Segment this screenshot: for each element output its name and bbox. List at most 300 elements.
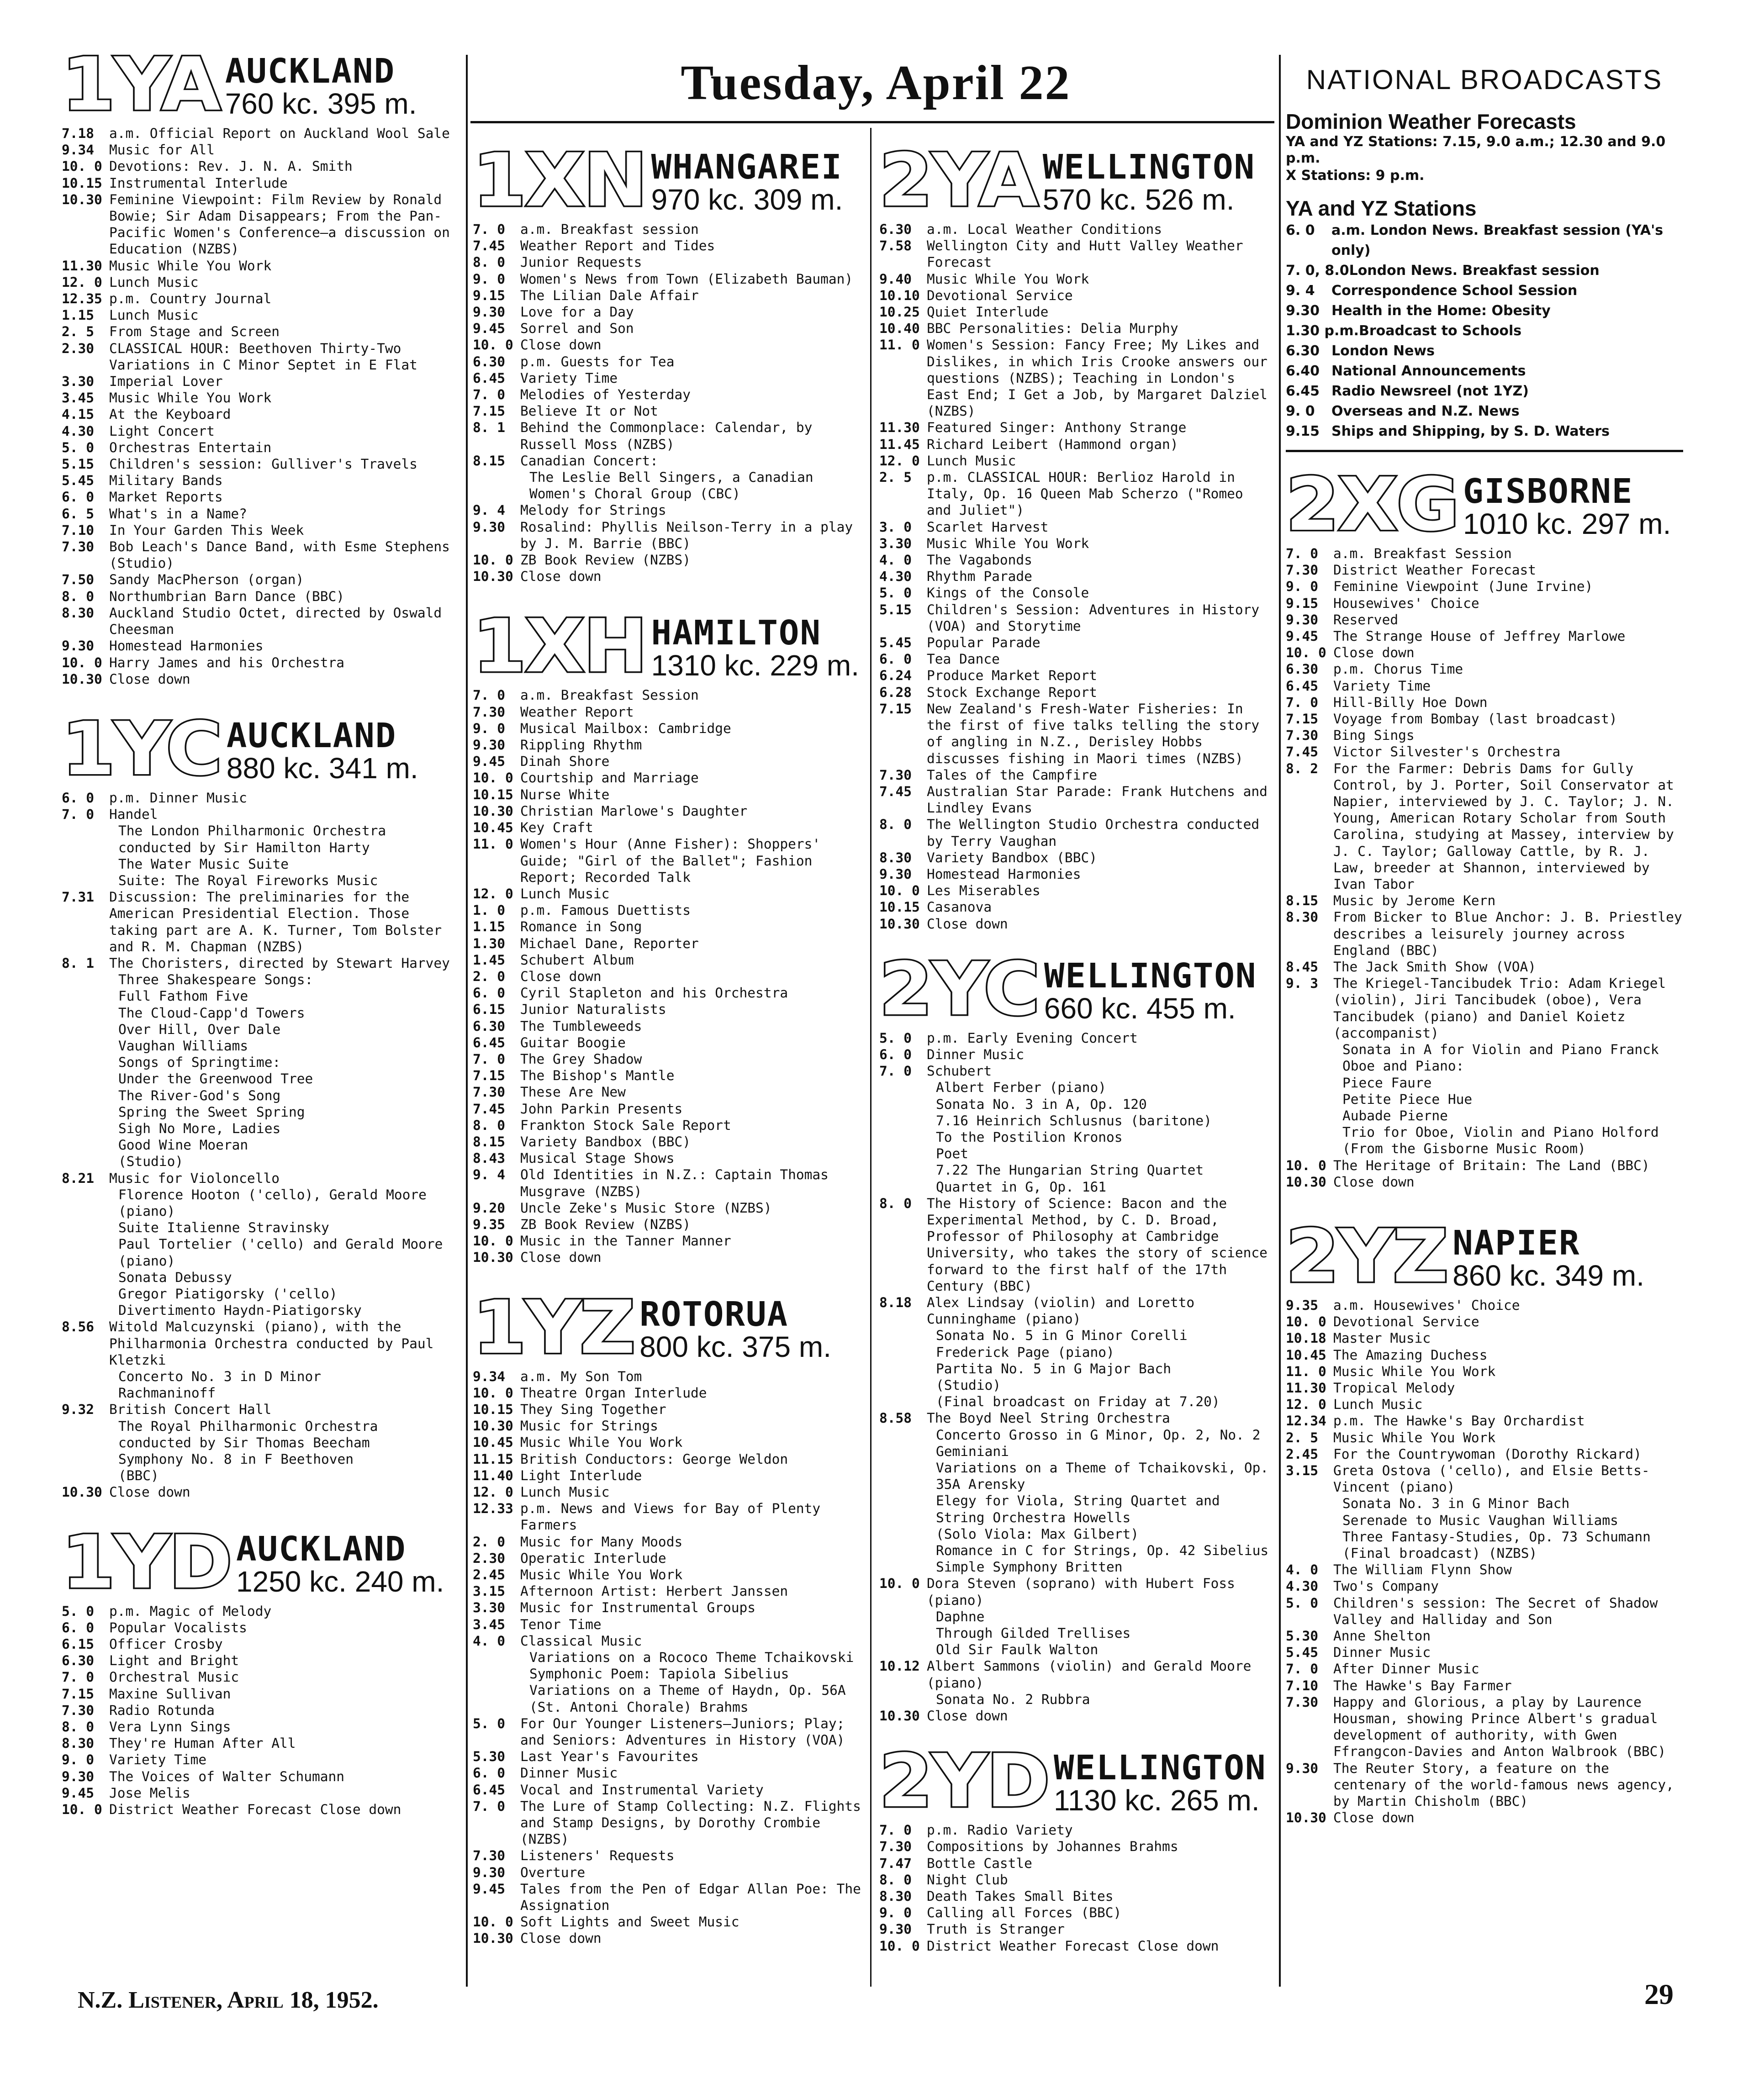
national-item [1286,321,1683,341]
programme-item [1286,1363,1683,1380]
national-title-text: Correspondence School Session [1331,283,1578,299]
programme-title: For the Countrywoman (Dorothy Rickard) [1333,1446,1642,1462]
programme-item [62,158,457,174]
programme-time [62,1005,109,1021]
weather-line: YA and YZ Stations: 7.15, 9.0 a.m.; 12.30 and 9.0 p.m. [1286,134,1666,166]
programme-title: Australian Star Parade: Frank Hutchens and Lindley Evans [927,783,1268,816]
programme-title: Stock Exchange Report [927,684,1097,700]
programme-time: 7. 0 [1286,694,1319,710]
programme-title: The Grey Shadow [520,1051,642,1067]
programme-time: 9. 3 [1286,976,1319,991]
programme-item [879,552,1272,568]
programme-item [1286,1347,1683,1363]
programme-item [473,1583,863,1599]
programme-time: 9.45 [473,754,506,770]
programme-item [473,1467,863,1484]
programme-item [473,1166,863,1199]
station-info [651,150,843,215]
national-item [1286,301,1683,321]
programme-title: Variety Time [109,1752,207,1768]
programme-title: They Sing Together [520,1401,666,1417]
programme-item [1286,1413,1683,1429]
programme-time: 7.10 [1286,1677,1319,1693]
programme-item [879,1162,1272,1178]
programme-title: Close down [520,1930,602,1946]
programme-time [62,1385,109,1401]
programme-item [62,988,457,1004]
programme-item [62,1170,457,1187]
programme-item [62,439,457,456]
programme-title: a.m. Breakfast session [520,222,699,237]
programme-title: Behind the Commonplace: Calendar, by Russell Moss (NZBS) [520,420,813,452]
programme-item [62,1054,457,1071]
programme-item [473,419,863,452]
programme-title: p.m. Country Journal [109,291,272,307]
programme-title: p.m. Guests for Tea [520,353,675,369]
programme-item [473,271,863,287]
programme-title: Devotional Service [1333,1314,1479,1330]
programme-title: The Cloud-Capp'd Towers [118,1005,305,1021]
programme-title: Romance in Song [520,919,642,935]
column-rule [466,55,468,1987]
programme-time: 9.30 [473,1864,506,1880]
national-title-text: Health in the Home: Obesity [1331,303,1551,319]
programme-title: Vera Lynn Sings [109,1719,231,1735]
programme-title: Quiet Interlude [927,304,1049,320]
programme-time: 7.45 [473,238,506,254]
programme-title: From Bicker to Blue Anchor: J. B. Priestley describes a leisurely journey across England (BBC) [1333,909,1682,958]
programme-item [473,1484,863,1500]
programme-title: (From the Gisborne Music Room) [1342,1141,1586,1157]
station-city: GISBORNE [1463,472,1633,511]
programme-title: Women's News from Town (Elizabeth Bauman) [520,271,853,287]
station-header [473,603,863,689]
programme-title: Romance in C for Strings, Op. 42 Sibelius [936,1543,1269,1559]
programme-title: Sandy MacPherson (organ) [109,572,304,588]
programme-title: Close down [520,337,602,353]
programme-time: 5. 0 [62,1603,95,1619]
programme-item [879,1708,1272,1724]
programme-title: Tea Dance [927,651,1000,667]
programme-item [1286,1595,1683,1628]
programme-title: Music While You Work [520,1434,683,1450]
programme-item [879,1542,1272,1559]
programme-title: Sonata in A for Violin and Piano Franck [1342,1042,1659,1058]
programme-item [62,538,457,571]
programme-item [1286,678,1683,694]
station-1yz [473,1284,863,1947]
programme-title: Theatre Organ Interlude [520,1385,707,1401]
programme-item [62,1484,457,1500]
programme-time: 9.35 [1286,1297,1319,1313]
programme-time: 4. 0 [473,1633,506,1649]
programme-time: 8.30 [62,605,95,621]
station-city: NAPIER [1452,1223,1580,1263]
programme-time [1286,1495,1333,1512]
national-time: 9. 0 [1286,403,1315,419]
programme-title: p.m. The Hawke's Bay Orchardist [1333,1413,1585,1429]
programme-item [473,1401,863,1418]
programme-time: 10.12 [879,1658,920,1674]
programme-time [62,1451,109,1467]
programme-time [879,1625,927,1641]
programme-time [473,1666,520,1682]
programme-time: 8. 2 [1286,760,1319,776]
programme-title: British Concert Hall [109,1402,272,1418]
programme-item [1286,1578,1683,1594]
programme-time: 10.15 [62,175,102,191]
programme-title: Songs of Springtime: [118,1055,281,1071]
programme-time: 8. 0 [879,817,912,833]
programme-time: 5. 0 [62,439,95,455]
programme-item [1286,1760,1683,1810]
programme-time: 7.47 [879,1855,912,1871]
programme-time: 5.30 [1286,1628,1319,1644]
programme-time [62,1219,109,1236]
programme-title: Rachmaninoff [118,1385,216,1401]
programme-time: 9.40 [879,271,912,287]
programme-time: 10. 0 [473,552,513,568]
programme-item [1286,1174,1683,1190]
programme-time [1286,1140,1333,1157]
programme-time: 7.10 [62,522,95,538]
programme-time: 7. 0 [62,1669,95,1685]
station-2yc [879,946,1272,1725]
programme-item [879,816,1272,849]
column-3 [879,123,1272,1954]
programme-title: What's in a Name? [109,506,247,522]
programme-time [62,1236,109,1269]
station-frequency: 1010 kc. 297 m. [1463,507,1671,540]
programme-title: The Bishop's Mantle [520,1068,675,1084]
national-time: 7. 0, 8.0 [1286,263,1349,279]
programme-title: Melody for Strings [520,502,666,518]
programme-item [879,337,1272,419]
programme-time [62,1038,109,1054]
programme-title: The Voices of Walter Schumann [109,1768,345,1784]
programme-title: Music for Many Moods [520,1534,683,1550]
programme-item [879,1460,1272,1493]
programme-time: 12. 0 [62,274,102,290]
programme-list [1286,545,1683,1190]
programme-item [879,1493,1272,1525]
programme-item [473,1881,863,1914]
programme-title: Orchestral Music [109,1669,239,1685]
programme-title: Music for Strings [520,1418,658,1434]
programme-title: For the Farmer: Debris Dams for Gully Control, by J. Porter, Soil Conservator at Napier, interviewed by J. C. Taylor; J. N. Young, American Rotary Scholar from South Carolina, studying at Massey, interview by J. C. Taylor; Galloway Cattle, by R. J. Law, breeder at Shannon, interviewed by Ivan Tabor [1333,760,1674,892]
programme-time: 7. 0 [473,387,506,403]
programme-item [473,568,863,585]
programme-title: Variety Time [1333,678,1431,694]
programme-title: The Tumbleweeds [520,1018,642,1034]
station-header [62,1519,457,1605]
programme-title: Divertimento Haydn-Piatigorsky [118,1303,362,1318]
programme-title: Bob Leach's Dance Band, with Esme Stephens (Studio) [109,539,450,571]
programme-item [62,638,457,654]
programme-title: Quartet in G, Op. 161 [936,1179,1106,1195]
programme-item [62,1187,457,1219]
programme-time: 3.45 [62,390,95,406]
programme-item [1286,1108,1683,1124]
programme-title: Harry James and his Orchestra [109,654,345,670]
programme-time: 8. 0 [473,254,506,270]
programme-item [879,1113,1272,1129]
programme-title: Nurse White [520,786,610,802]
programme-time: 7.15 [473,403,506,419]
column-1 [62,0,457,1818]
programme-item [879,1046,1272,1063]
programme-time [1286,1124,1333,1140]
programme-title: Auckland Studio Octet, directed by Oswald Cheesman [109,605,442,638]
programme-title: The Lilian Dale Affair [520,287,699,303]
programme-time [879,1542,927,1559]
programme-item [62,125,457,142]
national-item [1286,422,1683,442]
national-time: 6.45 [1286,383,1320,399]
programme-time: 7.45 [1286,744,1319,760]
programme-item [879,1609,1272,1625]
programme-time: 2.45 [1286,1446,1319,1462]
programme-item [879,1575,1272,1608]
programme-title: Tropical Melody [1333,1380,1455,1396]
programme-time: 9.45 [473,1881,506,1897]
programme-title: Dora Steven (soprano) with Hubert Foss (piano) [927,1576,1235,1608]
programme-time [879,1129,927,1145]
station-header [1286,462,1683,547]
programme-item [62,790,457,806]
station-city: WELLINGTON [1054,1748,1267,1788]
programme-title: Light and Bright [109,1653,239,1669]
station-info [236,1529,444,1598]
programme-item [1286,727,1683,744]
programme-item [62,175,457,191]
programme-time: 9.30 [62,1768,95,1784]
programme-title: Scarlet Harvest [927,519,1049,535]
programme-time: 7. 0 [473,222,506,237]
programme-time [879,1526,927,1542]
programme-item [473,1500,863,1533]
programme-title: Music for All [109,142,215,158]
programme-item [1286,959,1683,975]
programme-time: 3.30 [879,535,912,551]
programme-title: a.m. Breakfast Session [520,687,699,703]
programme-title: Old Identities in N.Z.: Captain Thomas Musgrave (NZBS) [520,1167,829,1199]
programme-item [473,1451,863,1467]
programme-time: 12. 0 [473,886,513,902]
programme-title: Love for a Day [520,304,634,320]
programme-item [62,1636,457,1652]
programme-item [1286,1661,1683,1677]
programme-item [62,423,457,439]
national-time: 6.40 [1286,363,1320,379]
station-info [639,1294,831,1363]
programme-title: Under the Greenwood Tree [118,1071,313,1087]
programme-time [879,1427,927,1460]
programme-title: Rhythm Parade [927,569,1032,585]
programme-item [879,1427,1272,1460]
programme-time: 7.31 [62,889,95,905]
programme-time [879,1641,927,1658]
programme-title: Feminine Viewpoint: Film Review by Ronald Bowie; Sir Adam Disappears; From the Pan-Pacific Women's Conference—a discussion on Education (NZBS) [109,191,450,257]
programme-title: Suite: The Royal Fireworks Music [118,872,378,888]
programme-item [1286,1628,1683,1644]
programme-time [1286,1545,1333,1561]
programme-time [473,1682,520,1715]
programme-time [879,1361,927,1377]
programme-time: 10.30 [879,1708,920,1724]
programme-item [62,406,457,422]
programme-title: The Wellington Studio Orchestra conducted by Terry Vaughan [927,817,1260,849]
programme-title: Compositions by Johannes Brahms [927,1839,1178,1855]
station-header [473,137,863,223]
programme-time: 6. 0 [62,1619,95,1635]
programme-item [879,469,1272,519]
programme-time: 7.30 [62,539,95,555]
programme-item [62,1702,457,1719]
programme-time: 8.43 [473,1150,506,1166]
programme-title: Tenor Time [520,1616,602,1632]
programme-item [1286,760,1683,893]
programme-time: 2. 0 [473,1534,506,1550]
station-2ya [879,137,1272,932]
programme-time [62,1467,109,1484]
programme-time [62,1054,109,1071]
programme-item [879,1410,1272,1426]
programme-time: 11.40 [473,1467,513,1483]
programme-title: Voyage from Bombay (last broadcast) [1333,711,1617,727]
programme-title: Market Reports [109,489,223,505]
programme-title: Music by Jerome Kern [1333,893,1496,909]
national-item [1286,261,1683,281]
programme-time [62,1368,109,1385]
programme-time [879,1559,927,1575]
programme-time: 1.30 [473,935,506,951]
programme-title: Close down [520,569,602,585]
programme-title: Full Fathom Five [118,988,248,1004]
programme-item [473,1117,863,1134]
programme-item [1286,892,1683,909]
programme-time: 4. 0 [879,552,912,568]
programme-item [879,1904,1272,1921]
programme-time: 7.15 [879,701,912,717]
programme-time: 7.30 [62,1702,95,1718]
programme-time: 10. 0 [62,158,102,174]
programme-item [879,634,1272,651]
stations-title: YA and YZ Stations [1286,196,1477,220]
programme-time [879,1179,927,1195]
programme-item [62,1686,457,1702]
programme-time [1286,1091,1333,1108]
programme-time: 10.30 [473,803,513,819]
programme-time: 9.30 [473,737,506,753]
programme-title: District Weather Forecast Close down [109,1802,401,1818]
programme-time: 8.15 [473,453,506,469]
programme-item [1286,562,1683,578]
programme-item [473,1666,863,1682]
programme-title: Vaughan Williams [118,1038,248,1054]
national-time: 9.15 [1286,423,1320,439]
programme-title: Close down [520,1250,602,1266]
programme-title: These Are New [520,1084,626,1100]
programme-title: Variety Bandbox (BBC) [927,849,1097,865]
station-frequency: 660 kc. 455 m. [1044,991,1236,1025]
programme-time: 10.30 [62,191,102,207]
programme-title: British Conductors: George Weldon [520,1451,788,1467]
programme-title: Sonata Debussy [118,1269,232,1285]
programme-item [62,1467,457,1484]
programme-item [62,1071,457,1087]
programme-item [62,1735,457,1751]
programme-title: Frankton Stock Sale Report [520,1117,731,1133]
programme-time [879,1344,927,1361]
programme-time: 5. 0 [879,1030,912,1046]
programme-item [879,1658,1272,1691]
station-info [1043,150,1256,215]
programme-item [879,1030,1272,1046]
programme-title: Music in the Tanner Manner [520,1233,731,1249]
programme-title: Key Craft [520,820,593,836]
programme-time: 10. 0 [879,883,920,899]
programme-title: Light Concert [109,423,215,439]
programme-title: Women's Hour (Anne Fisher): Shoppers' Guide; "Girl of the Ballet"; Fashion Report; Recorded Talk [520,836,821,885]
programme-title: Variations on a Rococo Theme Tchaikovski [529,1650,854,1666]
station-1yd [62,1519,457,1818]
programme-item [473,1782,863,1798]
programme-item [1286,1644,1683,1661]
programme-time: 10.15 [879,899,920,915]
programme-item [62,588,457,605]
programme-time: 10.45 [1286,1347,1326,1363]
programme-time: 8.18 [879,1294,912,1310]
programme-time: 7. 0 [473,1051,506,1067]
programme-time: 9.45 [473,321,506,337]
station-frequency: 1130 kc. 265 m. [1054,1784,1260,1817]
column-4 [1286,0,1683,1826]
programme-item [879,585,1272,601]
programme-title: a.m. Local Weather Conditions [927,222,1162,237]
programme-title: Death Takes Small Bites [927,1888,1114,1904]
programme-time: 6. 0 [473,985,506,1001]
programme-item [62,258,457,274]
station-1xn [473,137,863,585]
programme-time [62,1071,109,1087]
programme-title: Popular Vocalists [109,1619,247,1635]
programme-title: Cyril Stapleton and his Orchestra [520,985,788,1001]
programme-title: Master Music [1333,1330,1431,1346]
programme-item [1286,1157,1683,1174]
programme-item [879,287,1272,304]
programme-time [1286,1041,1333,1058]
programme-item [1286,545,1683,562]
programme-time: 9.20 [473,1200,506,1216]
programme-title: From Stage and Screen [109,324,280,340]
programme-title: BBC Personalities: Delia Murphy [927,321,1178,337]
programme-time: 6.15 [62,1636,95,1652]
programme-item [1286,578,1683,595]
programme-title: Dinah Shore [520,754,610,770]
station-frequency: 880 kc. 341 m. [226,751,418,785]
programme-time: 6.30 [62,1653,95,1669]
programme-title: Schubert Album [520,952,634,968]
programme-title: Sonata No. 3 in G Minor Bach [1342,1496,1570,1512]
programme-title: Michael Dane, Reporter [520,935,699,951]
programme-title: Concerto Grosso in G Minor, Op. 2, No. 2 Geminiani [936,1427,1261,1459]
programme-time: 10. 0 [879,1938,920,1954]
programme-title: Concerto No. 3 in D Minor [118,1369,322,1385]
programme-item [879,1691,1272,1708]
programme-time [879,1460,927,1493]
programme-title: Tales of the Campfire [927,767,1097,783]
